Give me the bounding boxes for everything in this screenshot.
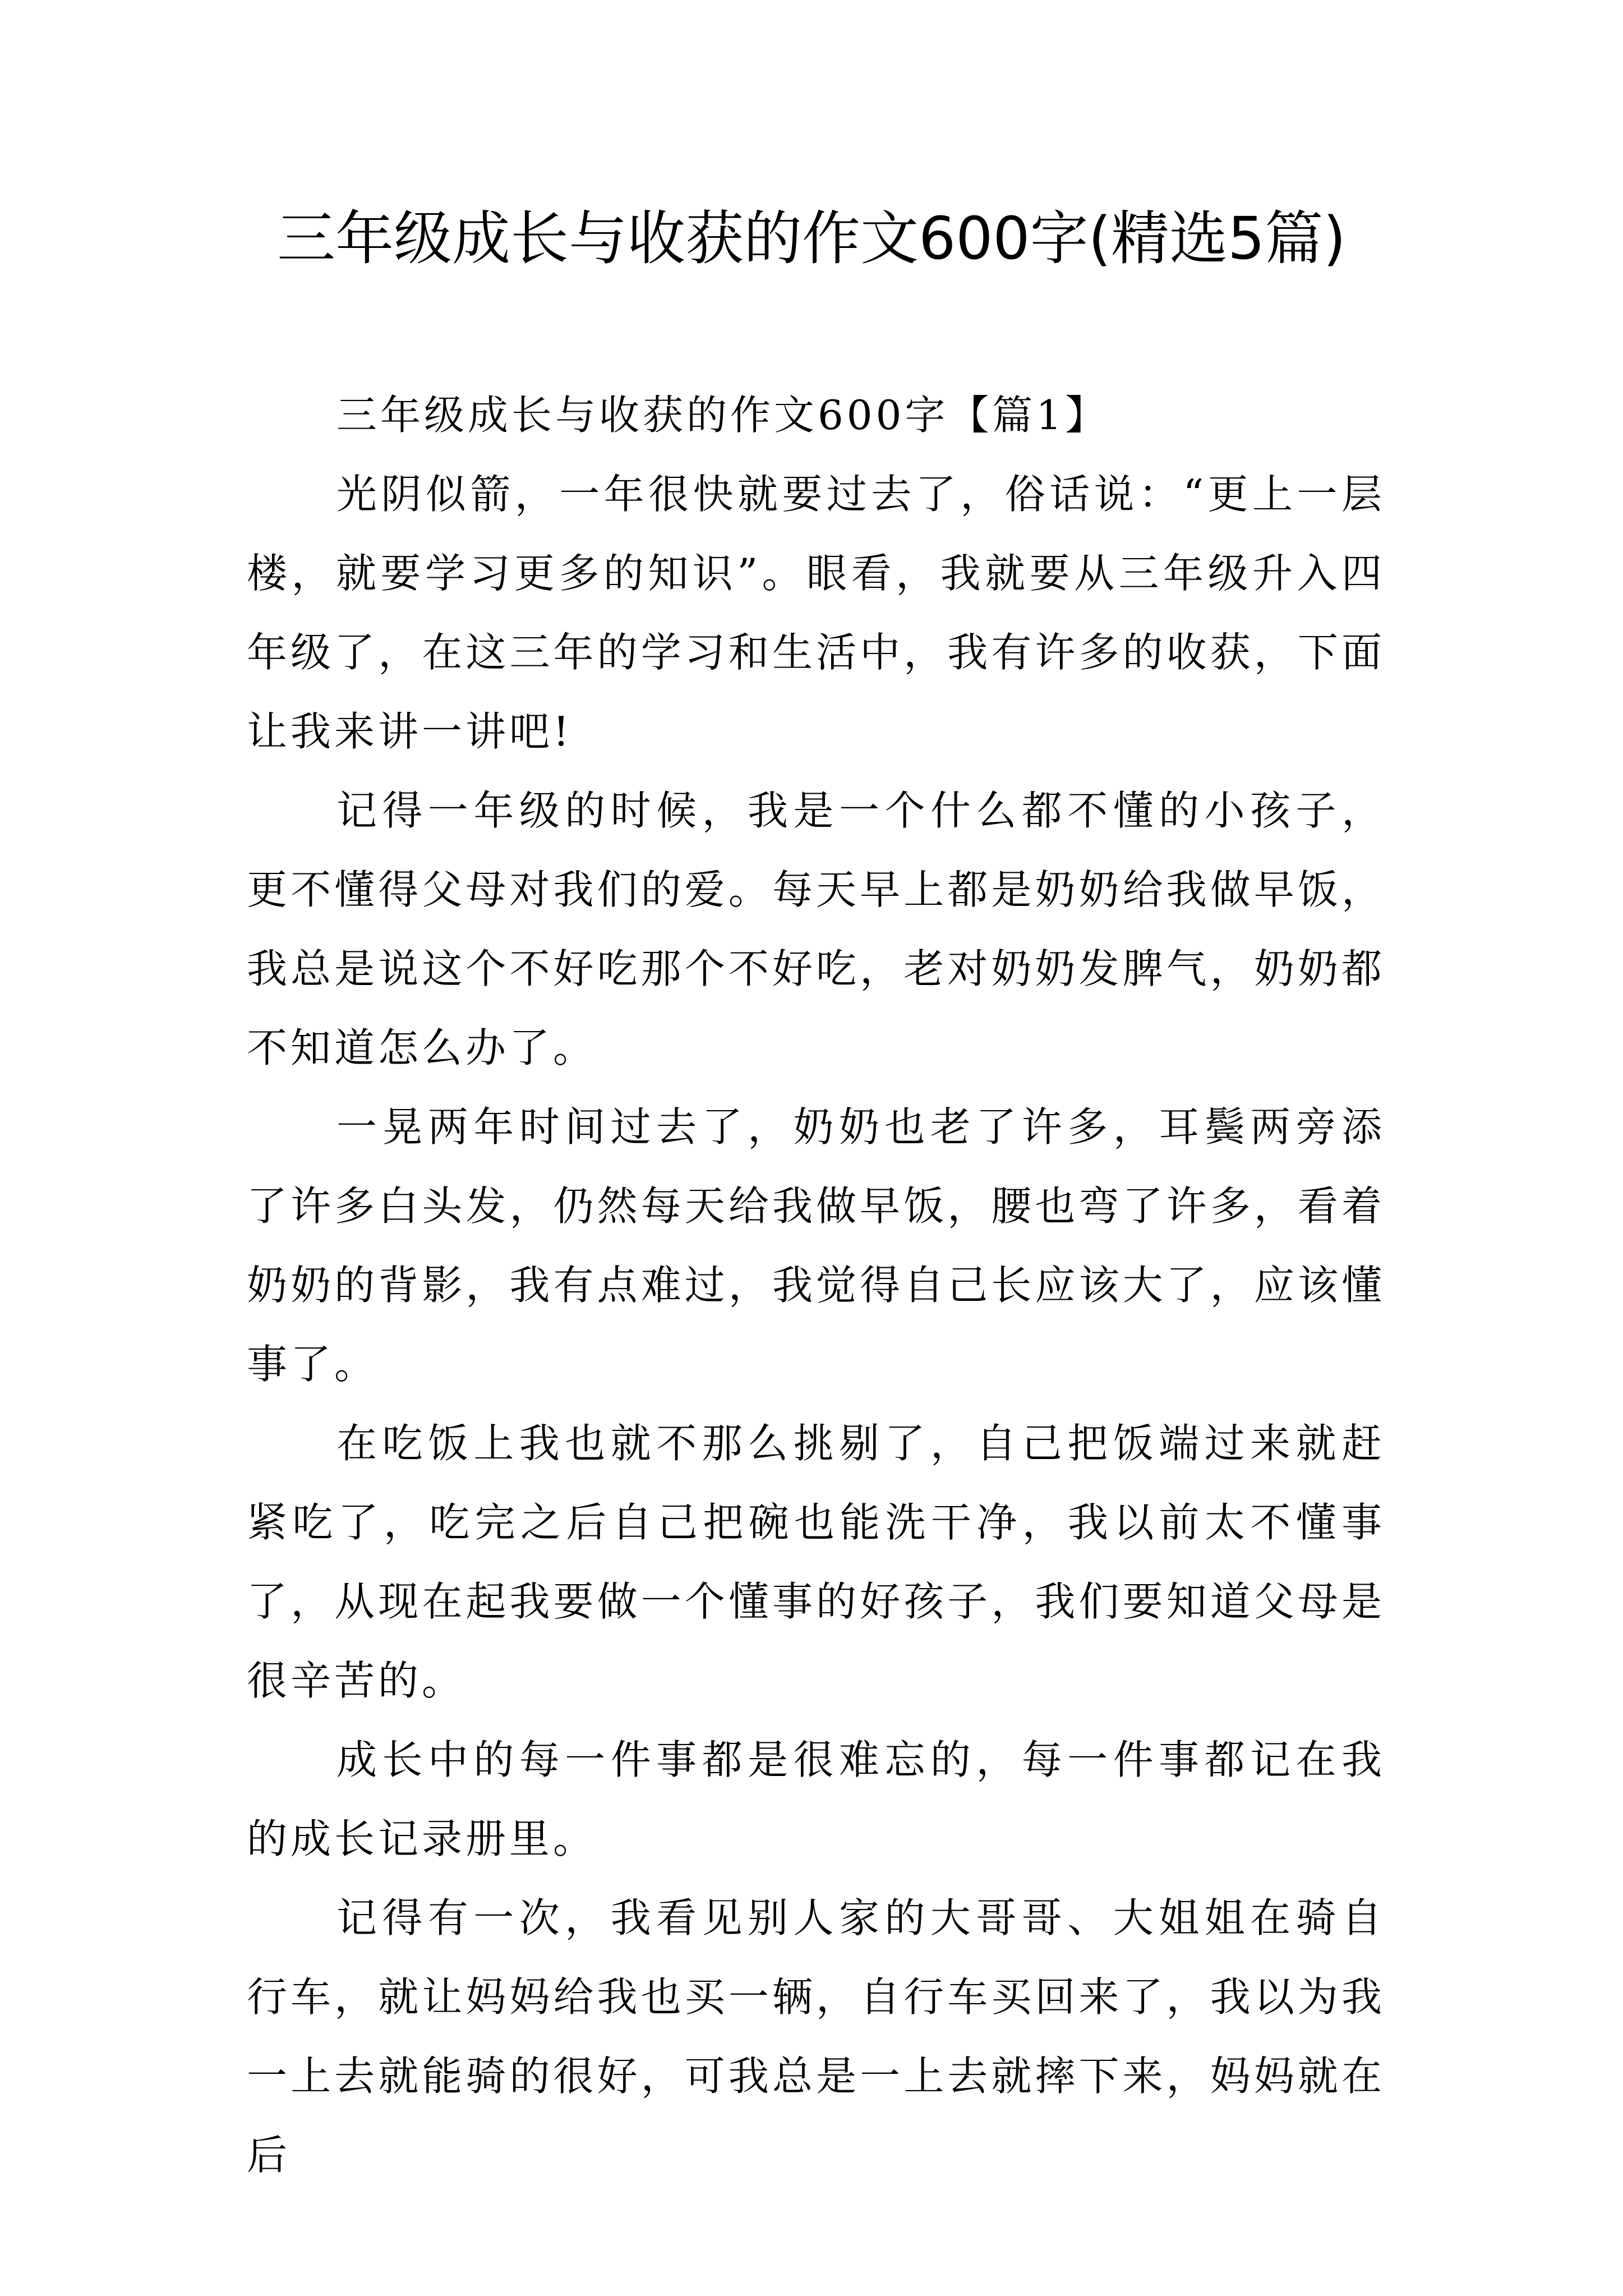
document-title: 三年级成长与收获的作文600字(精选5篇): [277, 204, 1346, 273]
paragraph: 成长中的每一件事都是很难忘的，每一件事都记在我的成长记录册里。: [247, 1736, 1385, 1862]
document-body: [247, 376, 1385, 2195]
paragraph: 一晃两年时间过去了，奶奶也老了许多，耳鬓两旁添了许多白头发，仍然每天给我做早饭，腰也弯了许多，看着奶奶的背影，我有点难过，我觉得自己长应该大了，应该懂事了。: [247, 1103, 1385, 1388]
paragraph: 在吃饭上我也就不那么挑剔了，自己把饭端过来就赶紧吃了，吃完之后自己把碗也能洗干净，我以前太不懂事了，从现在起我要做一个懂事的好孩子，我们要知道父母是很辛苦的。: [247, 1420, 1385, 1704]
paragraph: 记得有一次，我看见别人家的大哥哥、大姐姐在骑自行车，就让妈妈给我也买一辆，自行车买回来了，我以为我一上去就能骑的很好，可我总是一上去就摔下来，妈妈就在后: [247, 1894, 1385, 2179]
paragraph: 光阴似箭，一年很快就要过去了，俗话说：“更上一层楼，就要学习更多的知识”。眼看，我就要从三年级升入四年级了，在这三年的学习和生活中，我有许多的收获，下面让我来讲一讲吧!: [247, 471, 1385, 755]
paragraph: 记得一年级的时候，我是一个什么都不懂的小孩子，更不懂得父母对我们的爱。每天早上都是奶奶给我做早饭，我总是说这个不好吃那个不好吃，老对奶奶发脾气，奶奶都不知道怎么办了。: [247, 787, 1385, 1071]
section-heading: 三年级成长与收获的作文600字【篇1】: [336, 392, 1109, 439]
